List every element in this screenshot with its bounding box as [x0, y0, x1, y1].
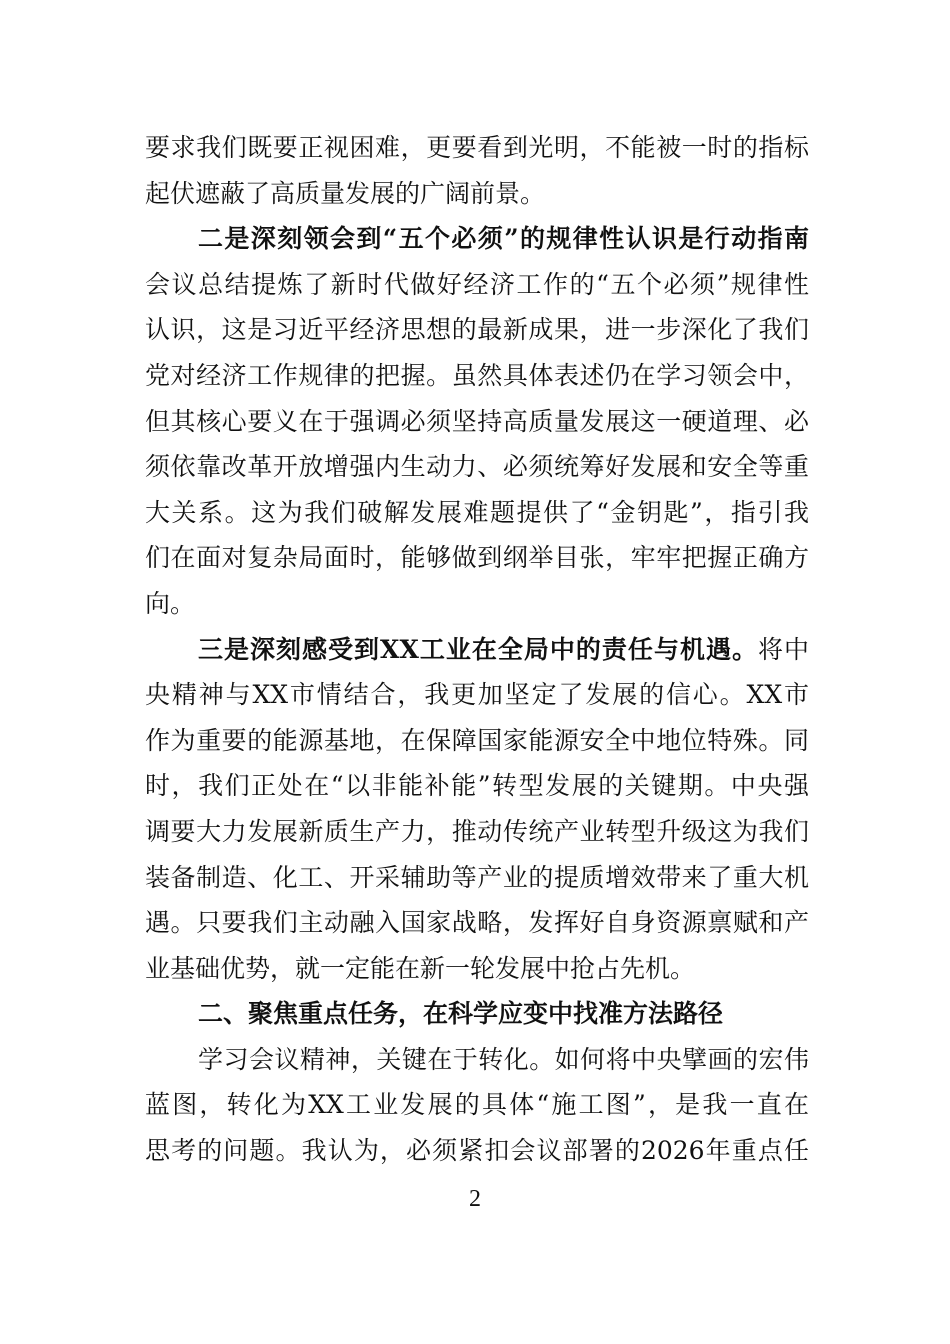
text-line [145, 855, 809, 901]
text-line [145, 535, 809, 581]
body-text: 起伏遮蔽了高质量发展的广阔前景。 [145, 178, 546, 208]
body-text: 大关系。这为我们破解发展难题提供了“金钥匙”，指引我 [145, 497, 809, 527]
text-line [145, 900, 809, 946]
body-text: 认识，这是习近平经济思想的最新成果，进一步深化了我们 [145, 315, 809, 345]
text-line [145, 1037, 809, 1083]
bold-text: 二是深刻领会到“五个必须”的规律性认识是行动指南 [198, 224, 809, 254]
body-text: 但其核心要义在于强调必须坚持高质量发展这一硬道理、必 [145, 406, 809, 436]
body-text: 蓝图，转化为XX工业发展的具体“施工图”，是我一直在 [145, 1090, 809, 1120]
text-line [145, 718, 809, 764]
text-line [145, 353, 809, 399]
text-line [145, 809, 809, 855]
text-line [145, 399, 809, 445]
text-line [145, 171, 809, 217]
text-line [145, 1082, 809, 1128]
text-line [145, 627, 809, 673]
page-number: 2 [469, 1186, 481, 1212]
text-line [145, 262, 809, 308]
body-text: 会议总结提炼了新时代做好经济工作的“五个必须”规律性 [145, 269, 809, 299]
body-text: 学习会议精神，关键在于转化。如何将中央擘画的宏伟 [198, 1044, 809, 1074]
text-line [145, 581, 809, 627]
body-text: 思考的问题。我认为，必须紧扣会议部署的2026年重点任 [145, 1136, 809, 1166]
text-line [145, 307, 809, 353]
body-text: 向。 [145, 588, 196, 618]
body-text: 装备制造、化工、开采辅助等产业的提质增效带来了重大机 [145, 862, 809, 892]
body-text: 遇。只要我们主动融入国家战略，发挥好自身资源禀赋和产 [145, 908, 809, 938]
heading-line [145, 991, 809, 1037]
text-line [145, 490, 809, 536]
document-body [145, 125, 809, 1174]
body-text: 们在面对复杂局面时，能够做到纲举目张，牢牢把握正确方 [145, 543, 809, 573]
bold-text: 二、聚焦重点任务，在科学应变中找准方法路径 [198, 999, 724, 1029]
body-text: 时，我们正处在“以非能补能”转型发展的关键期。中央强 [145, 771, 809, 801]
body-text: 党对经济工作规律的把握。虽然具体表述仍在学习领会中， [145, 360, 809, 390]
body-text: 调要大力发展新质生产力，推动传统产业转型升级这为我们 [145, 816, 809, 846]
body-text: 要求我们既要正视困难，更要看到光明，不能被一时的指标 [145, 133, 809, 162]
body-text: 央精神与XX市情结合，我更加坚定了发展的信心。XX市 [145, 680, 809, 710]
text-line [145, 125, 809, 171]
body-text: 作为重要的能源基地，在保障国家能源安全中地位特殊。同 [145, 725, 809, 755]
body-text: 须依靠改革开放增强内生动力、必须统筹好发展和安全等重 [145, 452, 809, 482]
text-line [145, 763, 809, 809]
text-line [145, 946, 809, 992]
text-line [145, 672, 809, 718]
body-text: 将中 [757, 634, 809, 664]
text-line [145, 444, 809, 490]
text-line [145, 1128, 809, 1174]
heading-line [145, 216, 809, 262]
body-text: 业基础优势，就一定能在新一轮发展中抢占先机。 [145, 953, 696, 983]
bold-text: 三是深刻感受到XX工业在全局中的责任与机遇。 [198, 634, 758, 664]
